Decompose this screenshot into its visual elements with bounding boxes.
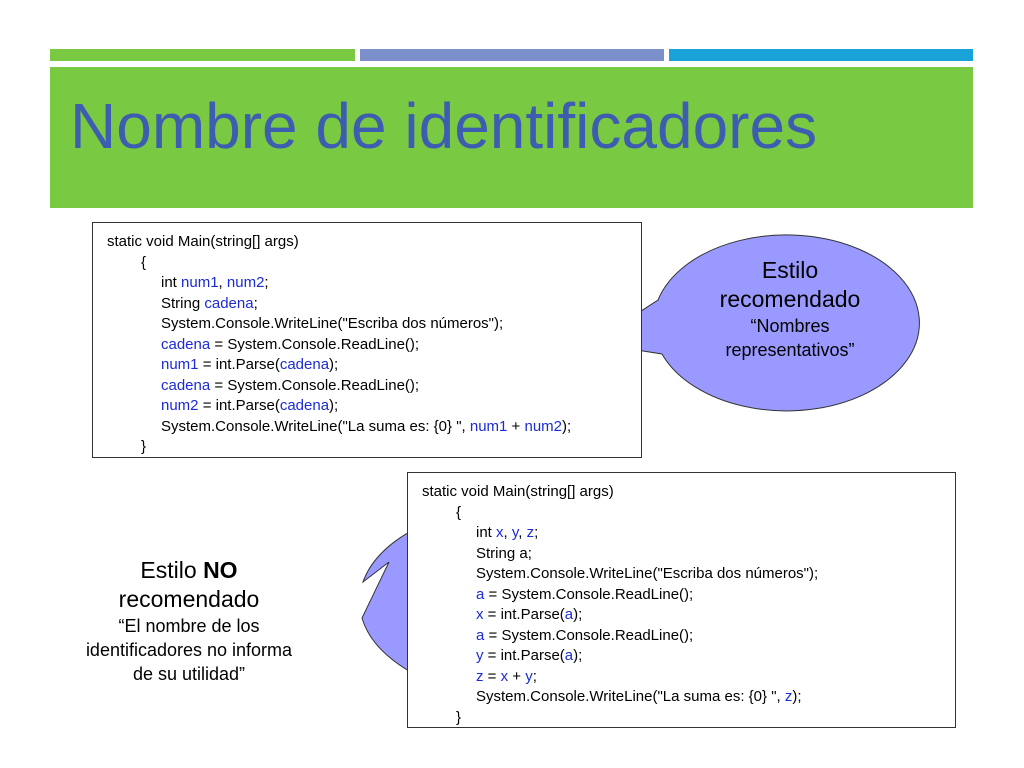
bubble-quote: representativos”: [725, 340, 855, 360]
bubble-heading: Estilo NO: [140, 557, 238, 583]
bubble-quote: “El nombre de los: [118, 616, 260, 636]
code-line: num2 = int.Parse(cadena);: [161, 397, 339, 414]
code-line: static void Main(string[] args): [422, 483, 614, 500]
code-line: }: [141, 438, 147, 455]
code-line: int num1, num2;: [161, 274, 269, 291]
bubble-heading: Estilo: [761, 257, 819, 283]
bubble-recommended-text: [690, 256, 890, 362]
code-line: int x, y, z;: [476, 524, 539, 541]
code-box-recommended: [92, 222, 642, 458]
code-line: System.Console.WriteLine("La suma es: {0} ", num1 + num2);: [161, 417, 572, 435]
bubble-quote: “Nombres: [750, 316, 830, 336]
bubble-not-recommended-text: [64, 556, 314, 686]
code-line: cadena = System.Console.ReadLine();: [161, 335, 420, 353]
code-line: num1 = int.Parse(cadena);: [161, 356, 339, 373]
code-line: String a;: [476, 544, 532, 562]
code-line: System.Console.WriteLine("Escriba dos números");: [476, 565, 819, 582]
code-line: cadena = System.Console.ReadLine();: [161, 376, 420, 394]
bubble-emphasis: NO: [203, 557, 238, 583]
bubble-quote: identificadores no informa: [85, 640, 293, 660]
code-box-not-recommended: [407, 472, 956, 728]
bubble-heading: recomendado: [118, 586, 260, 612]
code-line: System.Console.WriteLine("Escriba dos números");: [161, 315, 504, 332]
code-line: a = System.Console.ReadLine();: [476, 585, 694, 603]
slide-title: Nombre de identificadores: [70, 90, 818, 162]
bubble-quote: de su utilidad”: [132, 664, 246, 684]
bubble-heading: recomendado: [719, 286, 861, 312]
code-line: z = x + y;: [476, 667, 537, 685]
code-line: x = int.Parse(a);: [476, 606, 583, 623]
code-line: }: [456, 708, 462, 726]
code-line: y = int.Parse(a);: [476, 647, 583, 664]
code-line: a = System.Console.ReadLine();: [476, 626, 694, 644]
code-line: {: [456, 503, 462, 521]
code-line: System.Console.WriteLine("La suma es: {0} ", z);: [476, 688, 802, 705]
code-line: static void Main(string[] args): [107, 233, 299, 250]
code-line: String cadena;: [161, 294, 258, 312]
code-line: {: [141, 253, 147, 271]
